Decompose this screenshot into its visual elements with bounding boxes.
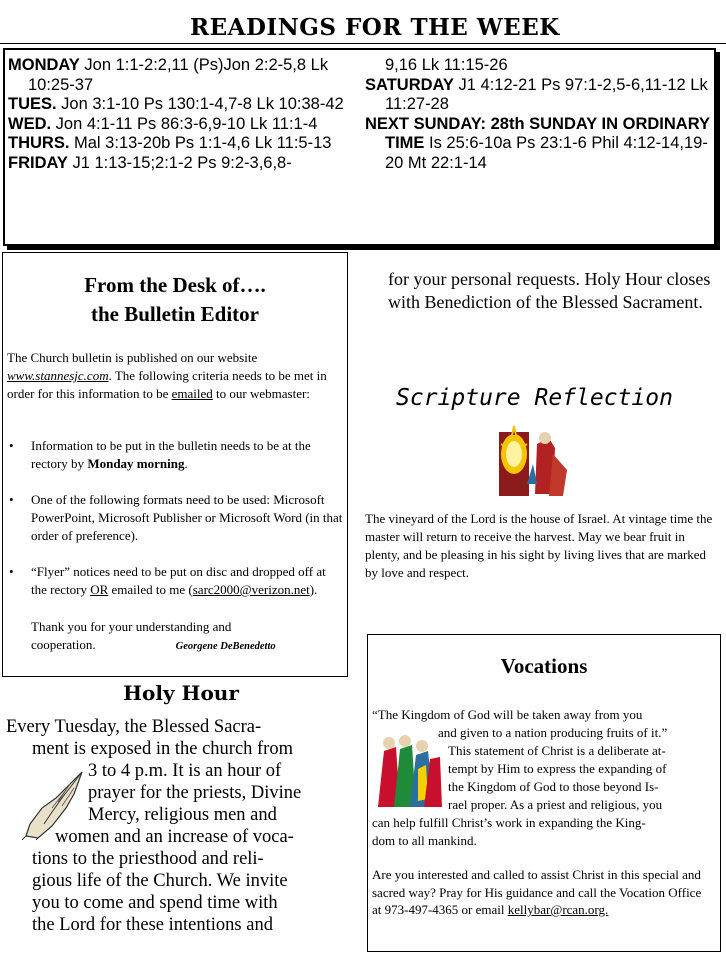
- reading-entry: [8, 134, 363, 154]
- thanks-text: [31, 618, 341, 656]
- reading-day: THURS.: [8, 134, 70, 152]
- thanks-message: Thank you for your understanding and cooperation.: [31, 619, 232, 652]
- vocations-invite-text: Are you interested and called to assist Christ in this special and sacred way? Pray for His guidance and call the Vocation Office at 973-497-4365 or email: [372, 867, 702, 917]
- reading-entry: [365, 56, 715, 76]
- scripture-text: The vineyard of the Lord is the house of Israel. At vintage time the master will return to receive the harvest. May we bear fruit in plenty, and be pleasing in his sight by living lives that are marked by love and respect.: [365, 511, 713, 580]
- scripture-figures-icon: [497, 424, 569, 498]
- holy-hour-line: 3 to 4 p.m. It is an hour of: [88, 761, 282, 781]
- bullet-icon: •: [9, 492, 14, 507]
- reading-text: Jon 4:1-11 Ps 86:3-6,9-10 Lk 11:1-4: [51, 114, 318, 133]
- reading-day: NEXT SUNDAY: 28th SUNDAY IN ORDINARY TIME: [365, 114, 710, 152]
- bulletin-editor-box: [2, 252, 348, 677]
- bulletin-editor-title-line: the Bulletin Editor: [90, 302, 259, 326]
- readings-box: [3, 48, 716, 246]
- vocations-box: [367, 634, 721, 952]
- vocations-quote-line: This statement of Christ is a deliberate at-: [448, 743, 666, 758]
- reading-entry: [365, 115, 715, 174]
- holy-hour-line: you to come and spend time with: [32, 893, 278, 913]
- list-item-text: .: [184, 456, 188, 471]
- reading-text: J1 1:13-15;2:1-2 Ps 9:2-3,6,8-: [67, 153, 292, 172]
- signature: Georgene DeBenedetto: [175, 641, 276, 652]
- criteria-list: [7, 437, 343, 617]
- editor-email-link[interactable]: sarc2000@verizon.net: [192, 582, 310, 597]
- reading-text: Mal 3:13-20b Ps 1:1-4,6 Lk 11:5-13: [69, 134, 332, 152]
- list-item-text: One of the following formats need to be used: Microsoft PowerPoint, Microsoft Publisher or Microsoft Word (in that order of preference).: [31, 492, 343, 543]
- bullet-icon: •: [9, 564, 14, 579]
- intro-text: . The following criteria needs to be met in order for this information to be: [7, 368, 327, 401]
- holy-hour-line: tions to the priesthood and reli-: [32, 849, 264, 869]
- or-text: OR: [90, 582, 109, 597]
- reading-day: TUES.: [8, 95, 57, 113]
- list-item: [7, 437, 343, 473]
- vocations-quote-line: tempt by Him to express the expanding of: [448, 761, 667, 776]
- intro-text: to our webmaster:: [212, 386, 310, 401]
- bulletin-editor-title-line: From the Desk of….: [84, 273, 266, 297]
- readings-right-column: [365, 56, 715, 173]
- holy-hour-line: ment is exposed in the church from: [32, 739, 293, 759]
- vocations-quote-line: the Kingdom of God to those beyond Is-: [448, 779, 659, 794]
- bulletin-editor-intro: [7, 349, 337, 403]
- list-item: [7, 563, 343, 599]
- header-divider: [0, 43, 726, 44]
- intro-text: The Church bulletin is published on our website: [7, 350, 258, 365]
- list-item-text: ).: [309, 582, 318, 597]
- reading-day: FRIDAY: [8, 153, 68, 172]
- emailed-text: emailed: [171, 386, 213, 401]
- vocations-quote-line: can help fulfill Christ’s work in expanding the King-: [372, 815, 646, 830]
- list-item-text: emailed to me (: [108, 582, 193, 597]
- holy-hour-line: the Lord for these intentions and: [32, 915, 273, 935]
- website-link[interactable]: www.stannesjc.com: [7, 368, 109, 383]
- holy-hour-line: gious life of the Church. We invite: [32, 871, 288, 891]
- reading-text: Jon 1:1-2:2,11 (Ps)Jon 2:2-5,8 Lk 10:25-37: [28, 56, 329, 94]
- holy-hour-title: Holy Hour: [123, 681, 239, 705]
- vocations-quote-line: dom to all mankind.: [372, 833, 477, 848]
- bulletin-editor-title: [3, 271, 347, 329]
- vocations-quote-line: “The Kingdom of God will be taken away from you: [372, 707, 643, 722]
- holy-hour-continued: for your personal requests. Holy Hour closes with Benediction of the Blessed Sacrament.: [388, 269, 711, 312]
- vocations-figures-icon: [374, 729, 444, 809]
- reading-entry: [8, 115, 363, 135]
- reading-entry: [8, 154, 363, 174]
- readings-left-column: [8, 56, 363, 173]
- list-item: [7, 491, 343, 545]
- reading-entry: [8, 56, 363, 95]
- deadline-text: Monday morning: [87, 456, 185, 471]
- vocations-email-link[interactable]: kellybar@rcan.org.: [507, 902, 609, 917]
- reading-text: 9,16 Lk 11:15-26: [385, 56, 508, 74]
- scripture-title: Scripture Reflection: [396, 385, 673, 411]
- reading-day: SATURDAY: [365, 75, 454, 94]
- reading-text: Jon 3:1-10 Ps 130:1-4,7-8 Lk 10:38-42: [56, 95, 344, 113]
- reading-day: WED.: [8, 114, 52, 133]
- page-title: READINGS FOR THE WEEK: [190, 14, 560, 41]
- vocations-invite: [372, 866, 712, 919]
- holy-hour-line: women and an increase of voca-: [55, 827, 294, 847]
- vocations-title: Vocations: [500, 654, 588, 678]
- vocations-quote-line: rael proper. As a priest and religious, you: [448, 797, 663, 812]
- list-item-text: “Flyer” notices need to be put on disc and dropped off at the rectory: [31, 564, 326, 597]
- reading-text: J1 4:12-21 Ps 97:1-2,5-6,11-12 Lk 11:27-28: [385, 75, 708, 113]
- bullet-icon: •: [9, 438, 14, 453]
- reading-entry: [8, 95, 363, 115]
- reading-text: Is 25:6-10a Ps 23:1-6 Phil 4:12-14,19-20 Mt 22:1-14: [385, 134, 708, 172]
- reading-day: MONDAY: [8, 56, 80, 74]
- holy-hour-line: prayer for the priests, Divine: [88, 783, 302, 803]
- holy-hour-line: Mercy, religious men and: [88, 805, 277, 825]
- vocations-quote-line: and given to a nation producing fruits of it.”: [438, 725, 668, 740]
- praying-hands-icon: [22, 768, 88, 840]
- holy-hour-line: Every Tuesday, the Blessed Sacra-: [6, 717, 262, 737]
- reading-entry: [365, 76, 715, 115]
- list-item-text: Information to be put in the bulletin needs to be at the rectory by: [31, 438, 311, 471]
